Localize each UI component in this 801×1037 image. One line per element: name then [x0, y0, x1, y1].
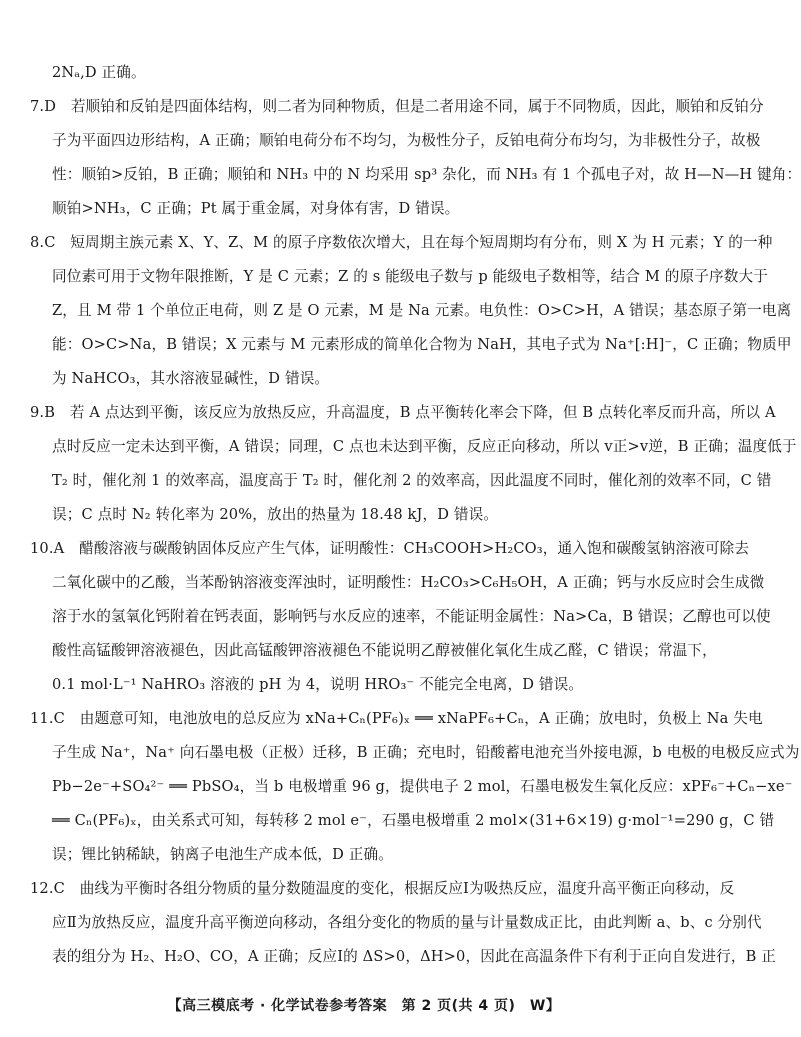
answer-11-line: ══ Cₙ(PF₆)ₓ，由关系式可知，每转移 2 mol e⁻，石墨电极增重 2 mol×(31+6×19) g·mol⁻¹=290 g，C 错 — [52, 812, 775, 829]
answer-8-line: 为 NaHCO₃，其水溶液显碱性，D 错误。 — [52, 370, 330, 387]
answer-12-line: 表的组分为 H₂、H₂O、CO，A 正确；反应Ⅰ的 ΔS>0，ΔH>0，因此在高温条件下有利于正向自发进行，B 正 — [52, 948, 776, 965]
answer-10-line: 10.A 醋酸溶液与碳酸钠固体反应产生气体，证明酸性：CH₃COOH>H₂CO₃，通入饱和碳酸氢钠溶液可除去 — [30, 540, 750, 557]
answer-10-line: 酸性高锰酸钾溶液褪色，因此高锰酸钾溶液褪色不能说明乙醇被催化氧化生成乙醛，C 错误；常温下， — [52, 642, 717, 659]
answer-11-line: 子生成 Na⁺，Na⁺ 向石墨电极（正极）迁移，B 正确；充电时，铅酸蓄电池充当外接电源，b 电极的电极反应式为 — [52, 744, 800, 761]
answer-9-line: T₂ 时，催化剂 1 的效率高，温度高于 T₂ 时，催化剂 2 的效率高，因此温度不同时，催化剂的效率不同，C 错 — [52, 472, 772, 489]
answer-8-line: 同位素可用于文物年限推断，Y 是 C 元素；Z 的 s 能级电子数与 p 能级电子数相等，结合 M 的原子序数大于 — [52, 268, 769, 285]
answer-9-line: 误；C 点时 N₂ 转化率为 20%，放出的热量为 18.48 kJ，D 错误。 — [52, 506, 499, 523]
answer-8-line: 能：O>C>Na，B 错误；X 元素与 M 元素形成的简单化合物为 NaH，其电子式为 Na⁺[:H]⁻，C 正确；物质甲 — [52, 336, 792, 353]
answer-10-line: 溶于水的氢氧化钙附着在钙表面，影响钙与水反应的速率，不能证明金属性：Na>Ca，B 错误；乙醇也可以使 — [52, 608, 771, 625]
answer-9-line: 9.B 若 A 点达到平衡，该反应为放热反应，升高温度，B 点平衡转化率会下降，但 B 点转化率反而升高，所以 A — [30, 404, 776, 421]
answer-12-line: 12.C 曲线为平衡时各组分物质的量分数随温度的变化，根据反应Ⅰ为吸热反应，温度升高平衡正向移动，反 — [30, 880, 735, 897]
answer-7-line: 7.D 若顺铂和反铂是四面体结构，则二者为同种物质，但是二者用途不同，属于不同物质，因此，顺铂和反铂分 — [30, 98, 764, 115]
answer-10-line: 0.1 mol·L⁻¹ NaHRO₃ 溶液的 pH 为 4，说明 HRO₃⁻ 不能完全电离，D 错误。 — [52, 676, 584, 693]
answer-11-line: Pb−2e⁻+SO₄²⁻ ══ PbSO₄，当 b 电极增重 96 g，提供电子 2 mol，石墨电极发生氧化反应：xPF₆⁻+Cₙ−xe⁻ — [52, 778, 793, 795]
text-line: 2Nₐ,D 正确。 — [52, 64, 146, 81]
page-footer: 【高三模底考 · 化学试卷参考答案 第 2 页(共 4 页) W】 — [167, 998, 561, 1014]
answer-7-line: 子为平面四边形结构，A 正确；顺铂电荷分布不均匀，为极性分子，反铂电荷分布均匀，为非极性分子，故极 — [52, 132, 761, 149]
answer-7-line: 顺铂>NH₃，C 正确；Pt 属于重金属，对身体有害，D 错误。 — [52, 200, 460, 217]
answer-12-line: 应Ⅱ为放热反应，温度升高平衡逆向移动，各组分变化的物质的量与计量数成正比，由此判断 a、b、c 分别代 — [52, 914, 762, 931]
answer-8-line: 8.C 短周期主族元素 X、Y、Z、M 的原子序数依次增大，且在每个短周期均有分布，则 X 为 H 元素；Y 的一种 — [30, 234, 773, 251]
answer-9-line: 点时反应一定未达到平衡，A 错误；同理，C 点也未达到平衡，反应正向移动，所以 v正>v逆，B 正确；温度低于 — [52, 438, 797, 455]
answer-10-line: 二氧化碳中的乙酸，当苯酚钠溶液变浑浊时，证明酸性：H₂CO₃>C₆H₅OH，A 正确；钙与水反应时会生成微 — [52, 574, 765, 591]
answer-11-line: 误；锂比钠稀缺，钠离子电池生产成本低，D 正确。 — [52, 846, 394, 863]
answer-8-line: Z，且 M 带 1 个单位正电荷，则 Z 是 O 元素，M 是 Na 元素。电负性：O>C>H，A 错误；基态原子第一电离 — [52, 302, 792, 319]
answer-7-line: 性：顺铂>反铂，B 正确；顺铂和 NH₃ 中的 N 均采用 sp³ 杂化，而 NH₃ 有 1 个孤电子对，故 H—N—H 键角： — [52, 166, 801, 183]
answer-11-line: 11.C 由题意可知，电池放电的总反应为 xNa+Cₙ(PF₆)ₓ ══ xNaPF₆+Cₙ，A 正确；放电时，负极上 Na 失电 — [30, 710, 763, 727]
